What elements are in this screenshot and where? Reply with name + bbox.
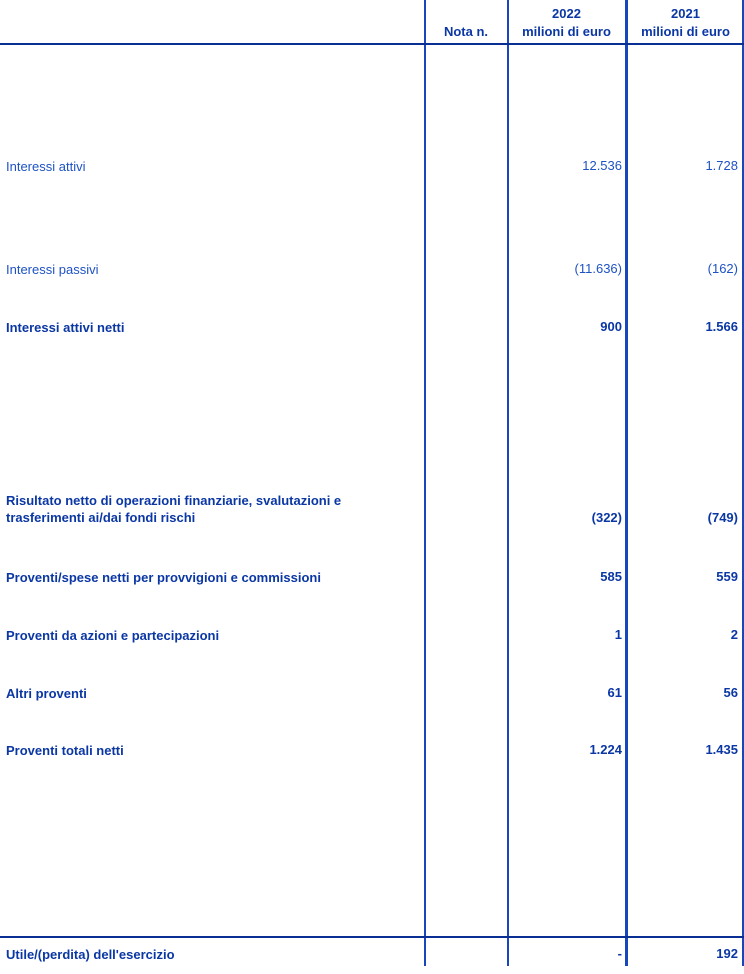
table-row bbox=[0, 569, 744, 585]
row-value-2022: 61 bbox=[607, 685, 622, 700]
row-value-2022: 1.224 bbox=[589, 742, 622, 757]
table-row bbox=[0, 319, 744, 335]
row-label: Interessi passivi bbox=[6, 262, 99, 277]
year-label-2021: 2021 bbox=[671, 6, 700, 21]
column-divider-2022 bbox=[507, 0, 509, 966]
year-column-header-2021 bbox=[627, 5, 744, 41]
row-label: Proventi da azioni e partecipazioni bbox=[6, 628, 220, 643]
row-value-2022: 12.536 bbox=[582, 158, 622, 173]
table-row bbox=[0, 742, 744, 758]
row-value-2022: 900 bbox=[600, 319, 622, 334]
row-label: Altri proventi bbox=[6, 686, 87, 701]
row-label: Risultato netto di operazioni finanziarie, svalutazioni e trasferimenti ai/dai fondi rischi bbox=[6, 493, 342, 525]
row-value-2022: (11.636) bbox=[574, 261, 622, 276]
column-divider-2021 bbox=[625, 0, 628, 966]
row-value-2021: (749) bbox=[707, 510, 738, 525]
table-row bbox=[0, 627, 744, 643]
row-value-2021: 1.728 bbox=[705, 158, 738, 173]
row-label: Interessi attivi netti bbox=[6, 320, 125, 335]
row-label: Proventi/spese netti per provvigioni e commissioni bbox=[6, 570, 321, 585]
row-label: Proventi totali netti bbox=[6, 743, 124, 758]
table-row bbox=[0, 158, 744, 174]
unit-label-2021: milioni di euro bbox=[641, 24, 730, 39]
row-value-2021: 1.435 bbox=[705, 742, 738, 757]
row-value-2022: 1 bbox=[614, 627, 622, 642]
year-column-header-2022 bbox=[508, 5, 625, 41]
table-row bbox=[0, 261, 744, 277]
column-divider-note bbox=[424, 0, 426, 966]
row-value-2021: 559 bbox=[716, 569, 738, 584]
row-label: Interessi attivi bbox=[6, 159, 86, 174]
note-column-header: Nota n. bbox=[443, 24, 489, 39]
row-value-2021: 192 bbox=[716, 946, 738, 961]
row-value-2022: - bbox=[617, 946, 622, 961]
row-value-2021: (162) bbox=[707, 261, 738, 276]
unit-label-2022: milioni di euro bbox=[522, 24, 611, 39]
row-label: Utile/(perdita) dell'esercizio bbox=[6, 947, 175, 962]
table-right-border bbox=[742, 0, 744, 966]
total-separator-rule bbox=[0, 936, 744, 938]
row-value-2021: 56 bbox=[723, 685, 738, 700]
table-row bbox=[0, 492, 744, 526]
table-row bbox=[0, 685, 744, 701]
row-value-2022: (322) bbox=[591, 510, 622, 525]
row-value-2021: 1.566 bbox=[705, 319, 738, 334]
header-bottom-rule bbox=[0, 43, 744, 45]
row-value-2021: 2 bbox=[730, 627, 738, 642]
table-row bbox=[0, 946, 744, 962]
row-value-2022: 585 bbox=[600, 569, 622, 584]
year-label-2022: 2022 bbox=[552, 6, 581, 21]
